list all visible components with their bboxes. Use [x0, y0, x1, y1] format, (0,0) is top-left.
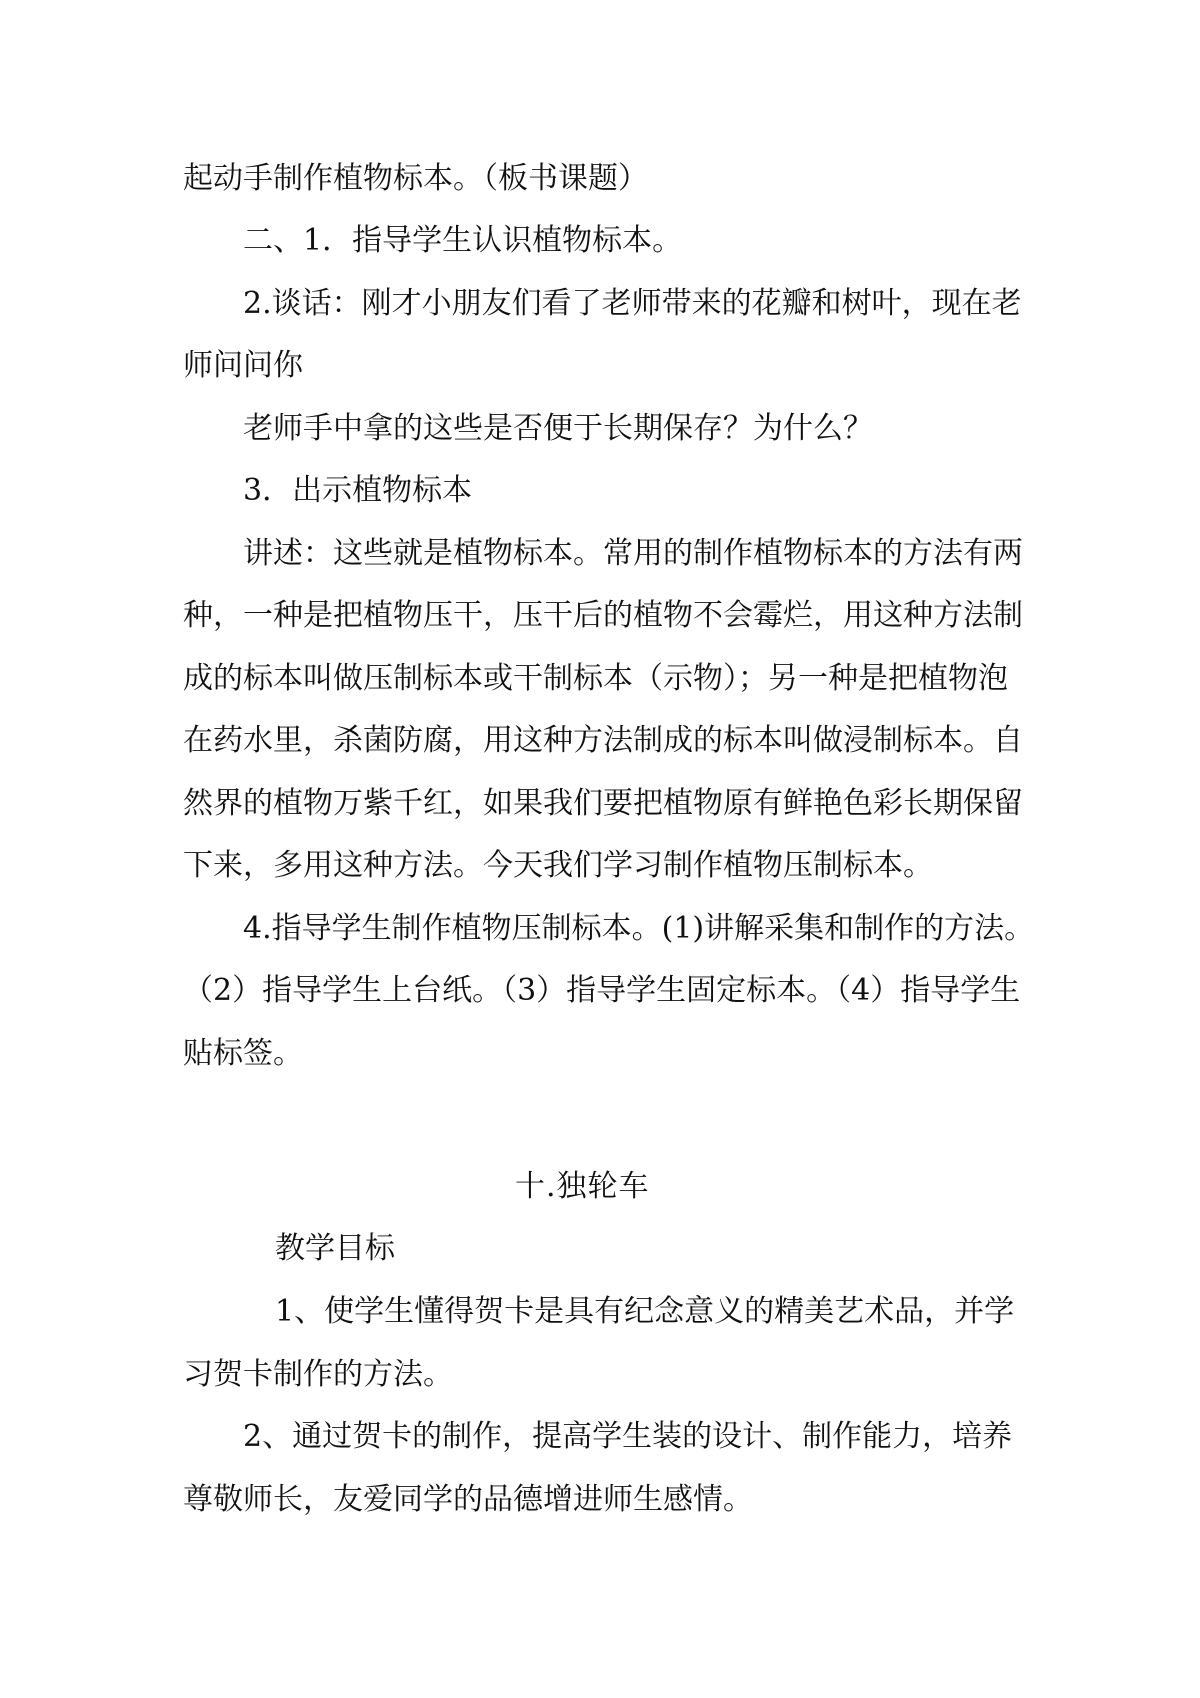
text-line: 起动手制作植物标本。（板书课题）	[183, 161, 648, 196]
objective-line: 1、使学生懂得贺卡是具有纪念意义的精美艺术品，并学	[275, 1294, 1015, 1329]
objectives-heading: 教学目标	[275, 1231, 395, 1266]
text-line: 讲述：这些就是植物标本。常用的制作植物标本的方法有两	[243, 536, 1023, 571]
text-line: 二、1．指导学生认识植物标本。	[243, 223, 683, 258]
text-line: 老师手中拿的这些是否便于长期保存？为什么？	[243, 411, 873, 446]
text-line: 下来，多用这种方法。今天我们学习制作植物压制标本。	[183, 848, 933, 883]
objective-line: 尊敬师长，友爱同学的品德增进师生感情。	[183, 1482, 753, 1517]
text-line: 师问问你	[183, 348, 303, 383]
text-line: 在药水里，杀菌防腐，用这种方法制成的标本叫做浸制标本。自	[183, 723, 1023, 758]
text-line: 成的标本叫做压制标本或干制标本（示物）；另一种是把植物泡	[183, 661, 1008, 696]
text-line: 种，一种是把植物压干，压干后的植物不会霉烂，用这种方法制	[183, 598, 1023, 633]
text-line: 贴标签。	[183, 1036, 303, 1071]
text-line: （2）指导学生上台纸。（3）指导学生固定标本。（4）指导学生	[183, 973, 1021, 1008]
text-line: 3．出示植物标本	[243, 473, 473, 508]
text-line: 2.谈话：刚才小朋友们看了老师带来的花瓣和树叶，现在老	[243, 286, 1022, 321]
text-line: 然界的植物万紫千红，如果我们要把植物原有鲜艳色彩长期保留	[183, 786, 1023, 821]
text-line: 4.指导学生制作植物压制标本。(1)讲解采集和制作的方法。	[243, 911, 1035, 946]
objective-line: 2、通过贺卡的制作，提高学生装的设计、制作能力，培养	[243, 1419, 1013, 1454]
section-title: 十.独轮车	[515, 1169, 650, 1204]
objective-line: 习贺卡制作的方法。	[183, 1357, 453, 1392]
